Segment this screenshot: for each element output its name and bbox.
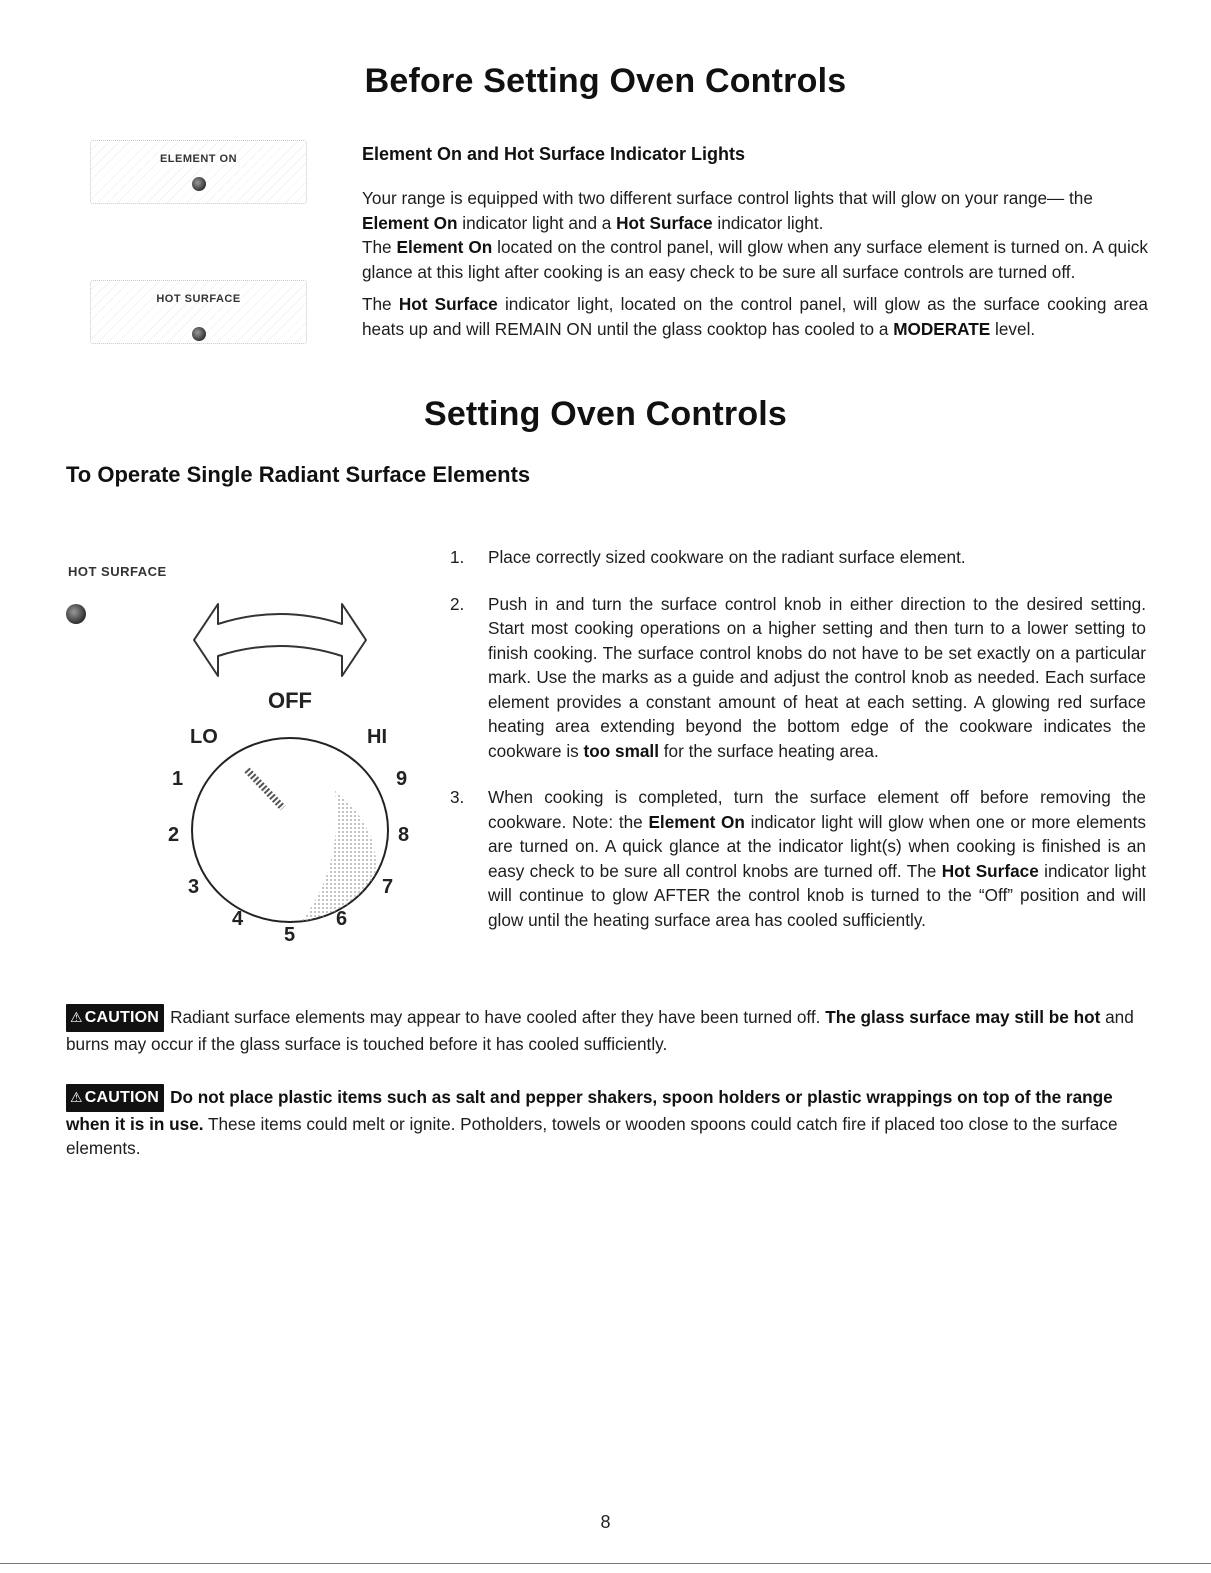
dial-mark-8: 8 (398, 824, 410, 846)
element-on-label: ELEMENT ON (159, 153, 238, 165)
step-number: 2. (450, 593, 465, 614)
indicator-lights-paragraph-2: The Element On located on the control panel, will glow when any surface element is turned on. A quick glance at this light after cooking is an easy check to be sure all surface controls are turned off. (362, 237, 1148, 282)
indicator-lights-heading: Element On and Hot Surface Indicator Lights (362, 144, 746, 164)
caution-badge: ⚠ CAUTION (66, 1084, 164, 1112)
step-number: 3. (450, 787, 465, 807)
step-2: 2. Push in and turn the surface control knob in either direction to the desired setting. Start most cooking operations on a higher setting and then turn to a lower setting to finish cooking. The surface control knobs do not have to be set exactly on a particular mark. Use the marks as a guide and adjust the control knob as needed. Each surface element provides a constant amount of heat at each setting. A glowing red surface heating area extending beyond the bottom edge of the cookware indicates the cookware is too small for the surface heating area. (450, 593, 1146, 761)
hot-surface-label: HOT SURFACE (156, 293, 241, 305)
dial-hi-label: HI (367, 726, 387, 748)
control-knob-icon[interactable] (185, 730, 395, 930)
step-1: 1. Place correctly sized cookware on the radiant surface element. (450, 545, 1146, 570)
setting-section-title: Setting Oven Controls (423, 395, 788, 433)
dial-mark-3: 3 (188, 876, 200, 898)
element-on-light-icon (192, 177, 206, 191)
dial-hot-surface-label: HOT SURFACE (68, 564, 167, 579)
page-title: Before Setting Oven Controls (364, 62, 847, 100)
dial-lo-label: LO (190, 726, 218, 748)
caution-1: ⚠ CAUTION Radiant surface elements may appear to have cooled after they have been turned off. The glass surface may still be hot and burns may occur if the glass surface is touched before it has cooled sufficiently. (66, 1004, 1146, 1056)
single-radiant-subheading: To Operate Single Radiant Surface Elements (66, 462, 531, 487)
indicator-lights-section (362, 144, 1148, 341)
dial-mark-2: 2 (168, 824, 180, 846)
page-number: 8 (600, 1512, 611, 1532)
dial-mark-1: 1 (172, 768, 184, 790)
indicator-lights-paragraph-1: Your range is equipped with two different surface control lights that will glow on your range— the Element On indicator light and a Hot Surface indicator light. (362, 188, 1093, 233)
caution-badge: ⚠ CAUTION (66, 1004, 164, 1032)
warning-triangle-icon: ⚠ (70, 1009, 83, 1025)
step-3: 3. When cooking is completed, turn the surface element off before removing the cookware. Note: the Element On indicator light will glow when one or more elements are turned on. A quick glance at the indicator light(s) when cooking is finished is an easy check to be sure all control knobs are turned off. The Hot Surface indicator light will continue to glow AFTER the control knob is turned to the “Off” position and will glow until the heating surface area has cooled sufficiently. (450, 787, 1146, 930)
dial-off-label: OFF (268, 688, 312, 713)
turn-direction-arrow-icon (190, 600, 370, 680)
dial-mark-4: 4 (232, 908, 244, 930)
indicator-lights-paragraph-3: The Hot Surface indicator light, located on the control panel, will glow as the surface cooking area heats up and will REMAIN ON until the glass cooktop has cooled to a MODERATE level. (362, 294, 1148, 339)
step-number: 1. (450, 547, 465, 567)
dial-mark-5: 5 (284, 924, 296, 946)
element-on-indicator-panel (90, 140, 307, 204)
dial-mark-9: 9 (396, 768, 408, 790)
hot-surface-light-icon (192, 327, 206, 341)
bottom-rule (0, 1563, 1211, 1564)
caution-2: ⚠ CAUTION Do not place plastic items such as salt and pepper shakers, spoon holders or plastic wrappings on top of the range when it is in use. These items could melt or ignite. Potholders, towels or wooden spoons could catch fire if placed too close to the surface elements. (66, 1084, 1146, 1161)
hot-surface-indicator-panel (90, 280, 307, 344)
warning-triangle-icon: ⚠ (70, 1089, 83, 1105)
dial-mark-7: 7 (382, 876, 394, 898)
hot-surface-light-icon (66, 604, 86, 624)
steps-list (450, 545, 1146, 954)
dial-mark-6: 6 (336, 908, 348, 930)
